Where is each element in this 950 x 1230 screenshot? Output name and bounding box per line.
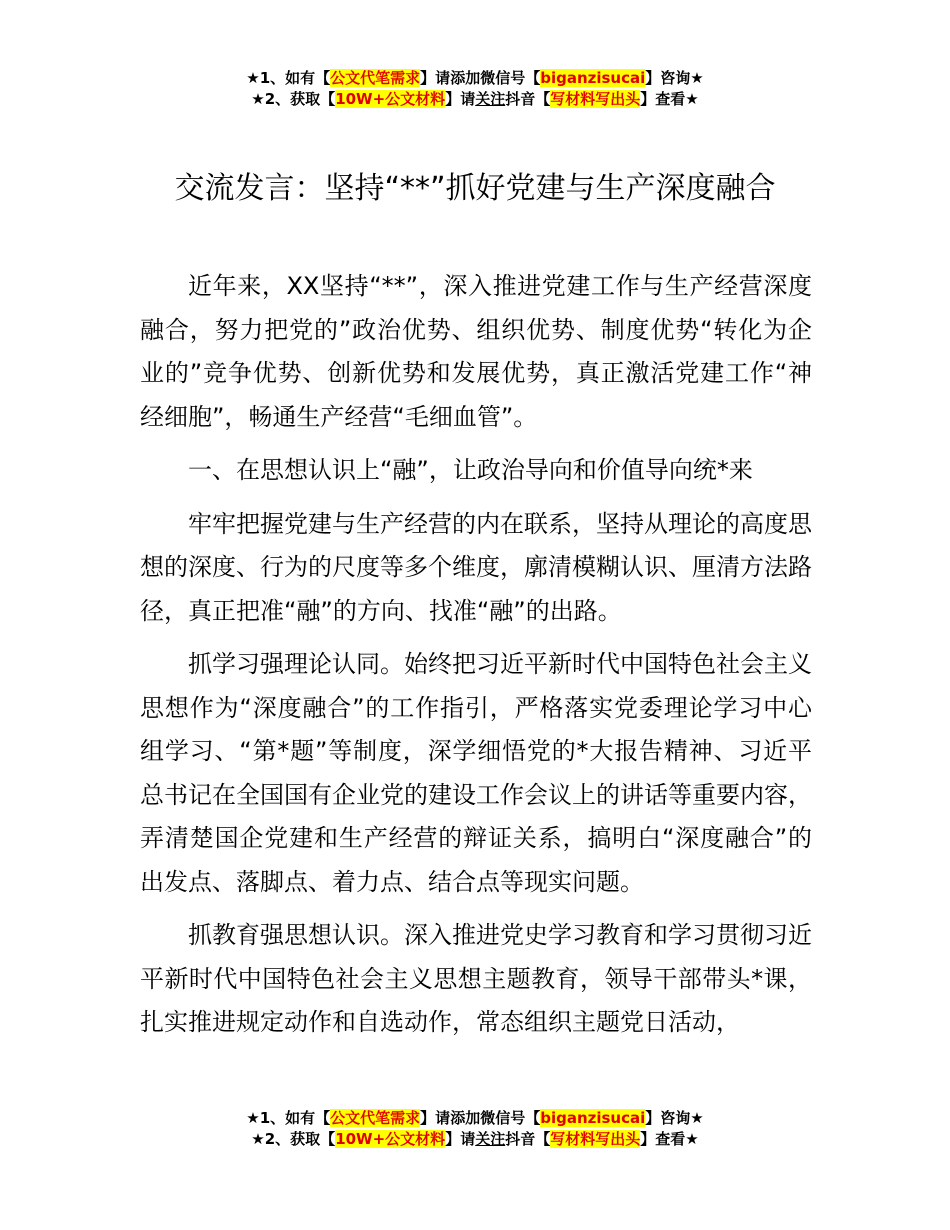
document-body	[140, 265, 812, 1055]
promo-highlight: 公文代笔需求	[330, 69, 421, 87]
paragraph-1: 牢牢把握党建与生产经营的内在联系，坚持从理论的高度思想的深度、行为的尺度等多个维度，廓清模糊认识、厘清方法路径，真正把准“融”的方向、找准“融”的出路。	[140, 509, 812, 625]
promo-highlight: 公文代笔需求	[330, 1109, 421, 1127]
promo-highlight: biganzisucai	[540, 69, 646, 87]
document-title: 交流发言：坚持“**”抓好党建与生产深度融合	[174, 171, 776, 206]
promo-line-1	[0, 68, 950, 89]
promo-text: 】请	[445, 90, 476, 108]
promo-line-1	[0, 1108, 950, 1129]
promo-text: 】请	[445, 1130, 476, 1148]
section-heading-1: 一、在思想认识上“融”，让政治导向和价值导向统*来	[188, 456, 753, 484]
promo-highlight: 写材料写出头	[550, 1130, 641, 1148]
promo-text: ★2、获取【	[251, 90, 336, 108]
promo-text: 】咨询★	[645, 69, 704, 87]
promo-text: 添加	[450, 69, 481, 87]
promo-text: 抖音【	[505, 90, 551, 108]
promo-text: ★1、如有【	[246, 1109, 331, 1127]
promo-text: 微信号【	[480, 1109, 541, 1127]
promo-text: 】请	[420, 1109, 451, 1127]
promo-highlight: 10W+公文材料	[335, 1130, 446, 1148]
paragraph-2: 抓学习强理论认同。始终把习近平新时代中国特色社会主义思想作为“深度融合”的工作指引，严格落实党委理论学习中心组学习、“第*题”等制度，深学细悟党的*大报告精神、习近平总书记在全国国有企业党的建设工作会议上的讲话等重要内容，弄清楚国企党建和生产经营的辩证关系，搞明白“深度融合”的出发点、落脚点、着力点、结合点等现实问题。	[140, 650, 812, 896]
promo-text: 关注	[475, 90, 506, 108]
promo-line-2	[0, 1129, 950, 1150]
promo-highlight: 写材料写出头	[550, 90, 641, 108]
promo-highlight: 10W+公文材料	[335, 90, 446, 108]
bottom-promo-banner	[0, 1108, 950, 1150]
top-promo-banner	[0, 68, 950, 110]
promo-text: ★1、如有【	[246, 69, 331, 87]
promo-text: 】查看★	[640, 90, 699, 108]
promo-text: 】请	[420, 69, 451, 87]
promo-text: 关注	[475, 1130, 506, 1148]
promo-line-2	[0, 89, 950, 110]
paragraph-3: 抓教育强思想认识。深入推进党史学习教育和学习贯彻习近平新时代中国特色社会主义思想主题教育，领导干部带头*课，扎实推进规定动作和自选动作，常态组织主题党日活动，	[140, 921, 812, 1036]
paragraph-intro: 近年来，XX坚持“**”，深入推进党建工作与生产经营深度融合，努力把党的”政治优势、组织优势、制度优势“转化为企业的”竞争优势、创新优势和发展优势，真正激活党建工作“神经细胞”，畅通生产经营“毛细血管”。	[140, 272, 812, 431]
promo-text: 抖音【	[505, 1130, 551, 1148]
promo-highlight: biganzisucai	[540, 1109, 646, 1127]
promo-text: ★2、获取【	[251, 1130, 336, 1148]
promo-text: 添加	[450, 1109, 481, 1127]
promo-text: 】咨询★	[645, 1109, 704, 1127]
promo-text: 】查看★	[640, 1130, 699, 1148]
promo-text: 微信号【	[480, 69, 541, 87]
